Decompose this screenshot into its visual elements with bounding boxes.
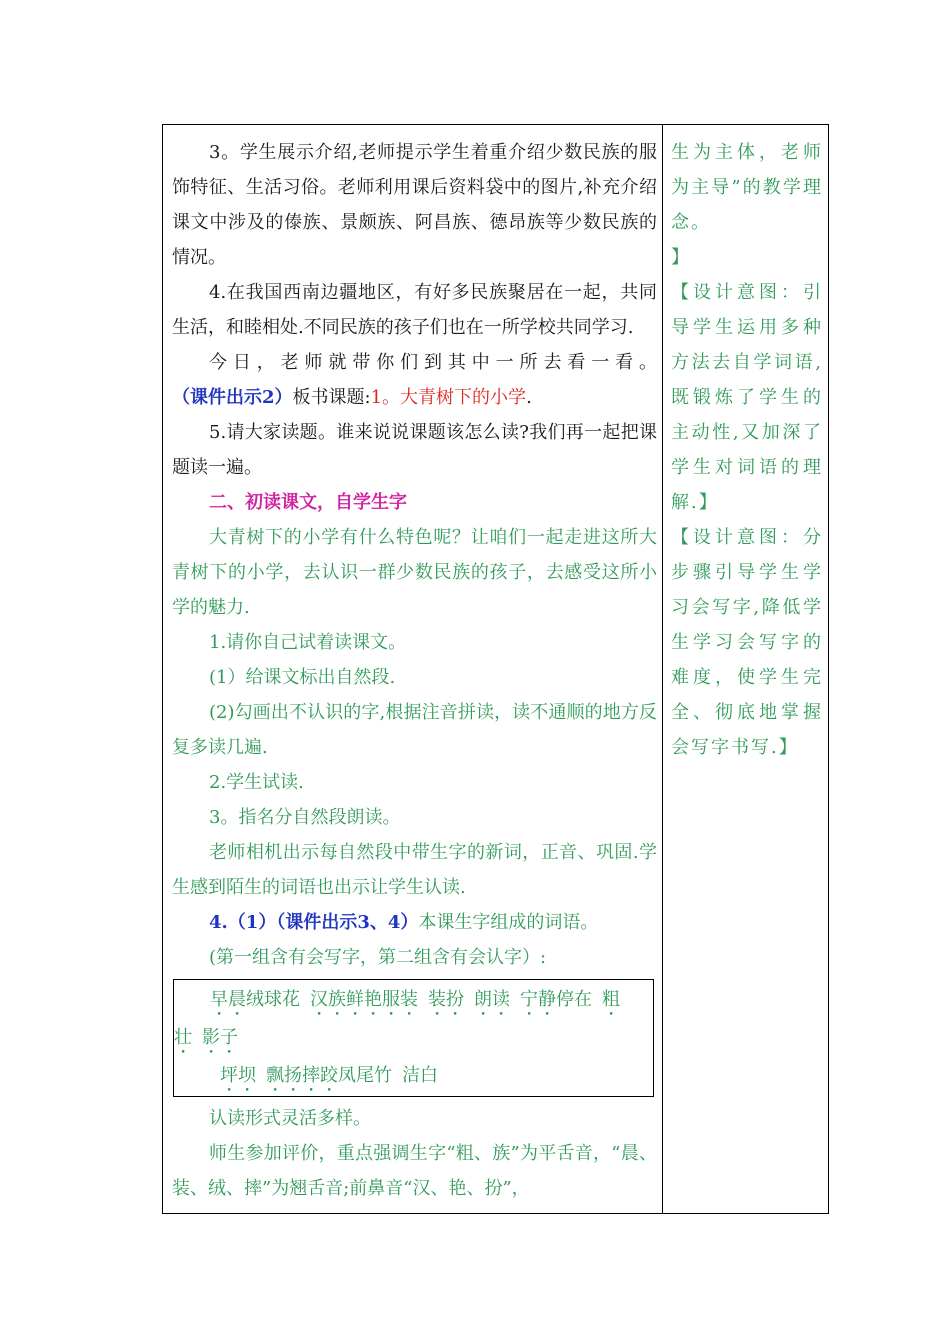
word: 汉族 [310, 989, 346, 1010]
design-intent-column [671, 135, 823, 765]
vocabulary-line [174, 982, 653, 1020]
lesson-plan-table [162, 124, 829, 1214]
column-divider [662, 125, 663, 1213]
word: 摔跤 [302, 1065, 338, 1086]
paragraph: 5.请大家读题。谁来说说课题该怎么读?我们再一起把课题读一遍。 [172, 422, 657, 478]
paragraph: 4.在我国西南边疆地区，有好多民族聚居在一起，共同生活，和睦相处.不同民族的孩子们也在一所学校共同学习. [172, 282, 657, 338]
word: 飘扬 [266, 1065, 302, 1086]
word: 绒球花 [246, 989, 300, 1010]
paragraph: 认读形式灵活多样。 [209, 1108, 371, 1129]
design-note: 】 [671, 247, 691, 268]
paragraph: (2)勾画出不认识的字,根据注音拼读，读不通顺的地方反复多读几遍. [172, 702, 657, 758]
paragraph: (第一组含有会写字，第二组含有会认字）: [209, 947, 547, 968]
paragraph: 2.学生试读. [209, 772, 304, 793]
word: 影子 [202, 1027, 238, 1048]
paragraph [172, 905, 657, 940]
text: . [526, 387, 532, 408]
text: 本课生字组成的词语。 [418, 912, 599, 933]
word: 停在 [556, 989, 592, 1010]
courseware-note: 4.（1）（课件出示3、4） [209, 912, 419, 933]
paragraph: 3。学生展示介绍,老师提示学生着重介绍少数民族的服饰特征、生活习俗。老师利用课后资料袋中的图片,补充介绍课文中涉及的傣族、景颇族、阿昌族、德昂族等少数民族的情况。 [172, 142, 657, 268]
word: 壮 [174, 1027, 192, 1048]
design-note: 【设计意图：引导学生运用多种方法去自学词语,既锻炼了学生的主动性,又加深了学生对词语的理解.】 [671, 282, 823, 513]
paragraph: 1.请你自己试着读课文。 [209, 632, 407, 653]
design-note: 生为主体，老师为主导”的教学理念。 [671, 142, 823, 233]
paragraph: 大青树下的小学有什么特色呢？让咱们一起走进这所大青树下的小学，去认识一群少数民族的孩子，去感受这所小学的魅力. [172, 527, 657, 618]
paragraph [172, 345, 657, 415]
word: 粗 [602, 989, 620, 1010]
section-heading: 二、初读课文，自学生字 [209, 492, 407, 513]
paragraph: 3。指名分自然段朗读。 [209, 807, 401, 828]
word: 坪坝 [220, 1065, 256, 1086]
lesson-title: 1。大青树下的小学 [370, 387, 527, 408]
vocabulary-box [173, 979, 654, 1097]
word: 早晨 [210, 989, 246, 1010]
word: 朗读 [474, 989, 510, 1010]
word: 鲜艳 [346, 989, 382, 1010]
paragraph: 老师相机出示每自然段中带生字的新词，正音、巩固.学生感到陌生的词语也出示让学生认读. [172, 842, 657, 898]
word: 服装 [382, 989, 418, 1010]
word: 洁白 [402, 1065, 438, 1086]
design-note: 【设计意图：分步骤引导学生学习会写字,降低学生学习会写字的难度，使学生完全、彻底地掌握会写字书写.】 [671, 527, 823, 758]
word: 凤尾竹 [338, 1065, 392, 1086]
word: 装扮 [428, 989, 464, 1010]
text: 今日，老师就带你们到其中一所去看一看。 [209, 352, 657, 373]
vocabulary-line [174, 1058, 653, 1096]
text: 板书课题: [292, 387, 371, 408]
vocabulary-line [174, 1020, 653, 1058]
paragraph: 师生参加评价，重点强调生字“粗、族”为平舌音，“晨、装、绒、摔”为翘舌音;前鼻音“汉、艳、扮”， [172, 1143, 657, 1199]
paragraph: (1）给课文标出自然段. [209, 667, 396, 688]
word: 宁静 [520, 989, 556, 1010]
courseware-note: （课件出示2） [172, 387, 293, 408]
teaching-process-column [172, 135, 657, 1206]
